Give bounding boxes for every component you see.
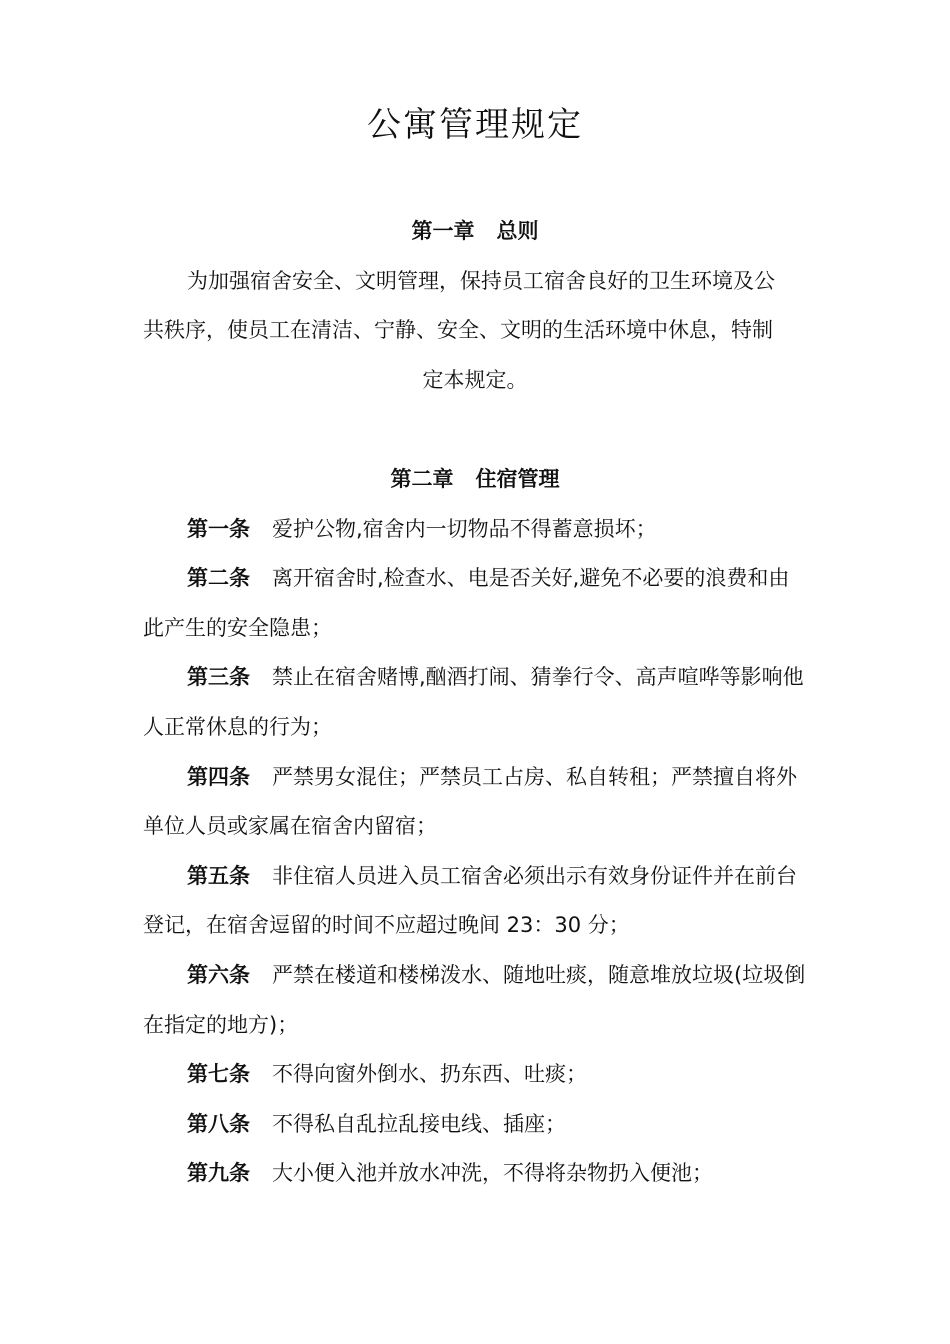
chapter-1-paragraph-line-3: 定本规定。 — [422, 367, 528, 392]
article-3 — [143, 653, 807, 752]
article-text: 爱护公物,宿舍内一切物品不得蓄意损坏； — [272, 516, 657, 541]
article-text: 大小便入池并放水冲洗，不得将杂物扔入便池； — [272, 1161, 713, 1186]
article-9 — [143, 1149, 807, 1199]
article-text: 不得私自乱拉乱接电线、插座； — [272, 1111, 566, 1136]
chapter-1-number: 第一章 — [411, 219, 475, 243]
article-number: 第九条 — [187, 1161, 250, 1186]
chapter-2-heading — [143, 455, 807, 505]
article-number: 第四条 — [187, 764, 250, 789]
article-4 — [143, 753, 807, 852]
article-5 — [143, 852, 807, 951]
article-1 — [143, 505, 807, 555]
article-number: 第三条 — [187, 665, 250, 690]
section-spacer — [143, 405, 807, 455]
chapter-1-paragraph-line-1: 为加强宿舍安全、文明管理，保持员工宿舍良好的卫生环境及公 — [187, 268, 775, 293]
article-text: 严禁男女混住；严禁员工占房、私自转租；严禁擅自将外单位人员或家属在宿舍内留宿； — [143, 764, 797, 839]
article-text: 非住宿人员进入员工宿舍必须出示有效身份证件并在前台登记，在宿舍逗留的时间不应超过晚间 23：30 分； — [143, 863, 797, 938]
article-number: 第二条 — [187, 566, 250, 591]
article-number: 第八条 — [187, 1111, 250, 1136]
article-text: 不得向窗外倒水、扔东西、吐痰； — [272, 1062, 587, 1087]
document-body — [143, 207, 807, 1199]
article-number: 第一条 — [187, 516, 250, 541]
article-8 — [143, 1100, 807, 1150]
article-2 — [143, 554, 807, 653]
chapter-2-name: 住宿管理 — [475, 466, 560, 491]
chapter-1-heading — [143, 207, 807, 257]
chapter-2-number: 第二章 — [390, 466, 454, 491]
article-number: 第五条 — [187, 863, 250, 888]
article-text: 离开宿舍时,检查水、电是否关好,避免不必要的浪费和由此产生的安全隐患； — [143, 566, 790, 640]
article-text: 严禁在楼道和楼梯泼水、随地吐痰，随意堆放垃圾(垃圾倒在指定的地方)； — [143, 962, 806, 1037]
article-7 — [143, 1050, 807, 1100]
chapter-1-name: 总则 — [496, 219, 539, 243]
article-number: 第六条 — [187, 962, 250, 987]
article-number: 第七条 — [187, 1062, 250, 1087]
chapter-1-paragraph-line-2: 共秩序，使员工在清洁、宁静、安全、文明的生活环境中休息，特制 — [143, 318, 773, 343]
document-title: 公寓管理规定 — [367, 105, 583, 145]
article-text: 禁止在宿舍赌博,酗酒打闹、猜拳行令、高声喧哗等影响他人正常休息的行为； — [143, 665, 804, 739]
article-6 — [143, 951, 807, 1050]
